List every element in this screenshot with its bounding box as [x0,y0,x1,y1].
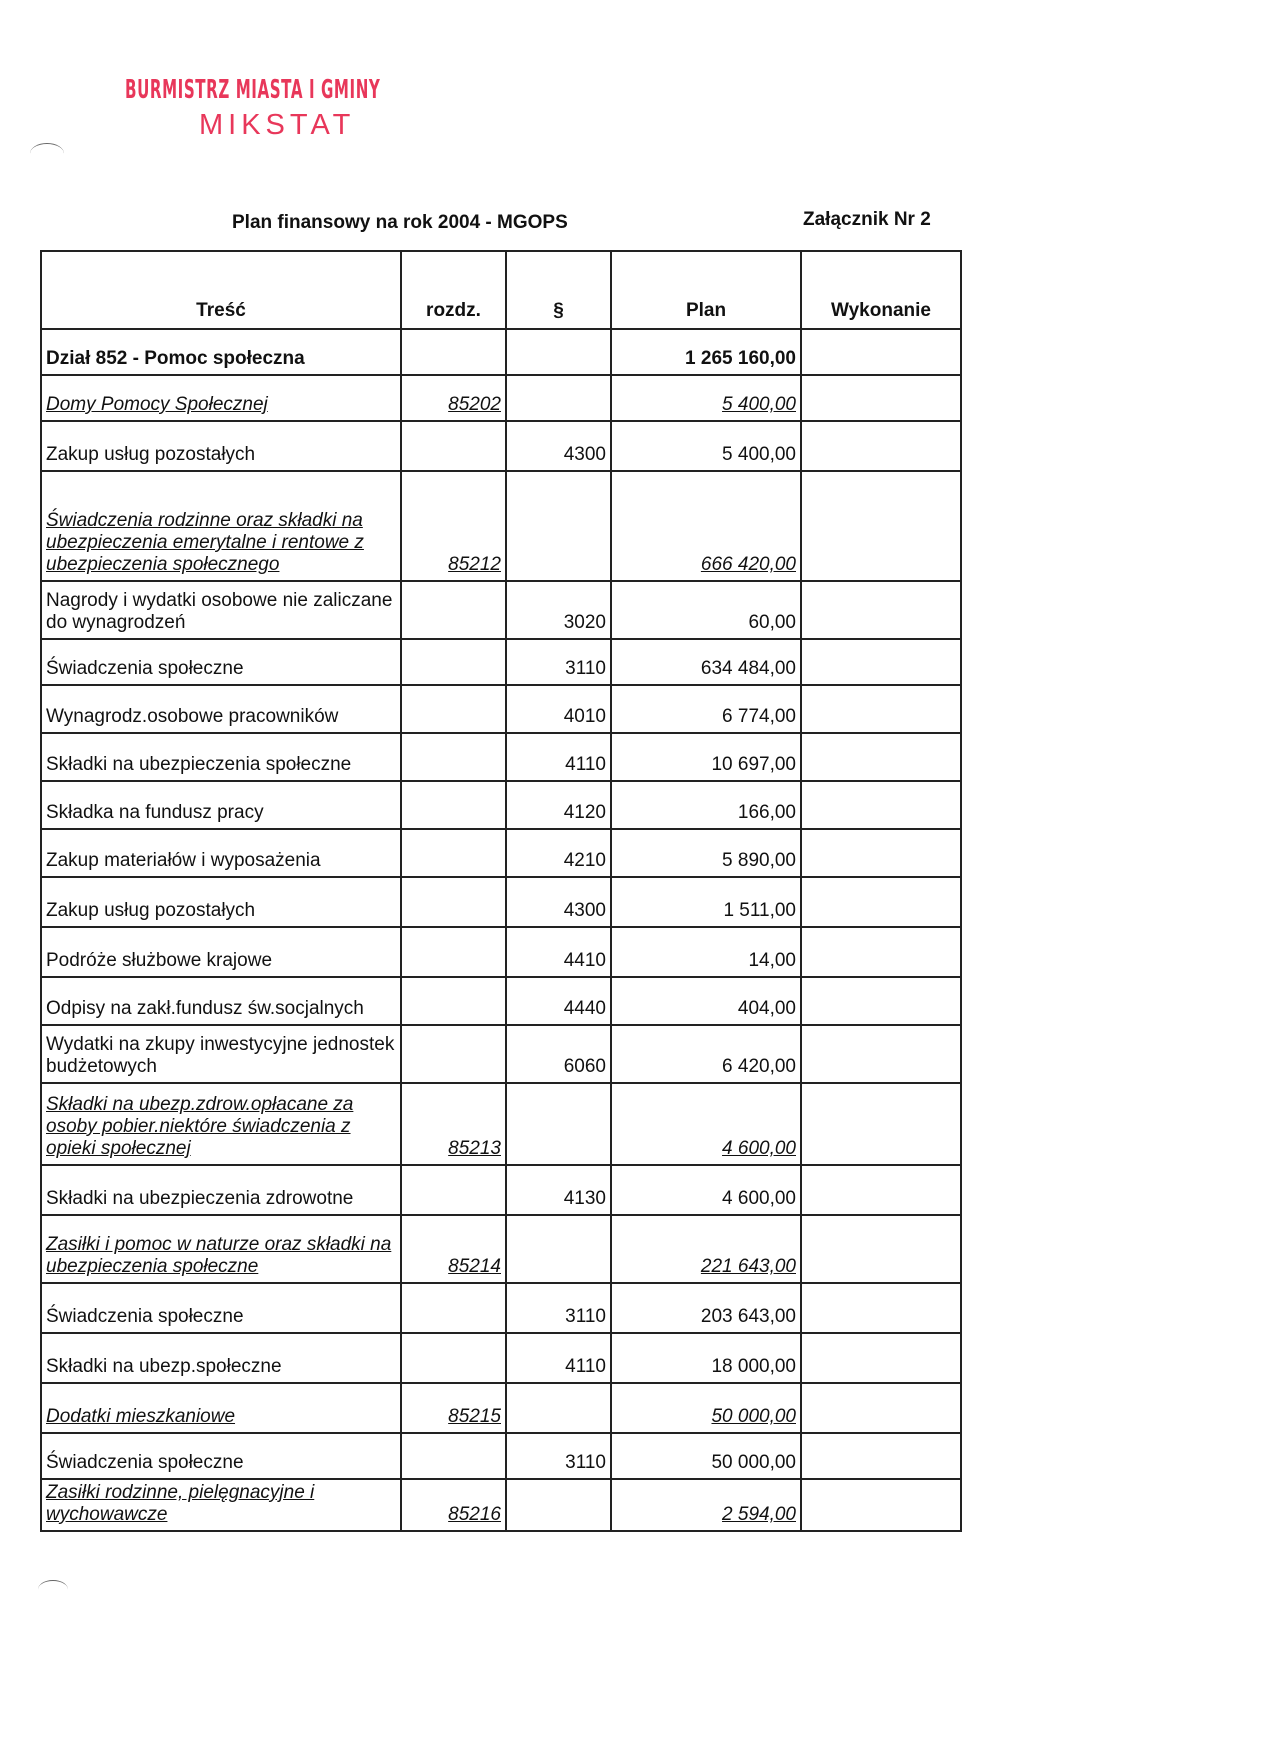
cell-paragraph [506,375,611,421]
cell-wykonanie [801,421,961,471]
cell-description: Świadczenia społeczne [41,639,401,685]
stamp-title: BURMISTRZ MIASTA I GMINY [125,75,381,105]
cell-rozdz [401,581,506,639]
column-header-paragraph: § [506,251,611,329]
cell-plan: 4 600,00 [611,1165,801,1215]
cell-plan: 1 511,00 [611,877,801,927]
cell-wykonanie [801,829,961,877]
cell-rozdz: 85213 [401,1083,506,1165]
cell-description: Zasiłki rodzinne, pielęgnacyjne i wychowawcze [41,1479,401,1531]
cell-wykonanie [801,1283,961,1333]
cell-description: Składki na ubezpieczenia zdrowotne [41,1165,401,1215]
cell-plan: 60,00 [611,581,801,639]
table-row [41,1433,961,1479]
cell-description: Składki na ubezpieczenia społeczne [41,733,401,781]
table-row [41,781,961,829]
table-row [41,877,961,927]
cell-plan: 203 643,00 [611,1283,801,1333]
cell-paragraph [506,471,611,581]
cell-paragraph [506,329,611,375]
cell-rozdz [401,1283,506,1333]
column-header-wykonanie: Wykonanie [801,251,961,329]
cell-rozdz [401,829,506,877]
cell-paragraph: 3020 [506,581,611,639]
cell-wykonanie [801,329,961,375]
cell-paragraph: 6060 [506,1025,611,1083]
table-row [41,329,961,375]
table-row [41,1283,961,1333]
cell-plan: 404,00 [611,977,801,1025]
cell-paragraph: 4130 [506,1165,611,1215]
cell-paragraph: 4410 [506,927,611,977]
table-row [41,1083,961,1165]
cell-rozdz [401,639,506,685]
cell-rozdz [401,329,506,375]
cell-paragraph: 4210 [506,829,611,877]
cell-description: Składki na ubezp.zdrow.opłacane za osoby pobier.niektóre świadczenia z opieki społecznej [41,1083,401,1165]
cell-rozdz [401,1433,506,1479]
table-header-row [41,251,961,329]
cell-wykonanie [801,927,961,977]
table-row [41,829,961,877]
cell-wykonanie [801,1479,961,1531]
cell-rozdz [401,877,506,927]
cell-description: Składki na ubezp.społeczne [41,1333,401,1383]
cell-wykonanie [801,1433,961,1479]
table-row [41,1025,961,1083]
cell-rozdz: 85202 [401,375,506,421]
punch-hole-mark [30,143,64,164]
table-row [41,1165,961,1215]
cell-plan: 634 484,00 [611,639,801,685]
cell-plan: 2 594,00 [611,1479,801,1531]
cell-plan: 221 643,00 [611,1215,801,1283]
cell-plan: 5 400,00 [611,375,801,421]
financial-plan-table [40,250,960,1532]
cell-rozdz [401,927,506,977]
cell-rozdz [401,733,506,781]
cell-paragraph [506,1479,611,1531]
cell-wykonanie [801,1333,961,1383]
cell-plan: 5 890,00 [611,829,801,877]
cell-wykonanie [801,375,961,421]
cell-plan: 5 400,00 [611,421,801,471]
cell-paragraph: 3110 [506,1283,611,1333]
cell-description: Podróże służbowe krajowe [41,927,401,977]
table-row [41,733,961,781]
cell-rozdz [401,421,506,471]
cell-description: Zakup materiałów i wyposażenia [41,829,401,877]
cell-wykonanie [801,733,961,781]
cell-description: Świadczenia społeczne [41,1433,401,1479]
attachment-label: Załącznik Nr 2 [803,209,931,230]
cell-plan: 6 420,00 [611,1025,801,1083]
cell-paragraph: 3110 [506,639,611,685]
cell-paragraph: 4300 [506,421,611,471]
cell-rozdz: 85212 [401,471,506,581]
cell-plan: 166,00 [611,781,801,829]
cell-description: Zakup usług pozostałych [41,421,401,471]
punch-hole-mark [38,1580,68,1599]
document-title: Plan finansowy na rok 2004 - MGOPS [232,212,568,233]
cell-description: Świadczenia rodzinne oraz składki na ubezpieczenia emerytalne i rentowe z ubezpieczenia społecznego [41,471,401,581]
cell-rozdz [401,1025,506,1083]
official-stamp [125,75,425,142]
stamp-town: MIKSTAT [199,109,356,141]
cell-rozdz: 85216 [401,1479,506,1531]
cell-plan: 666 420,00 [611,471,801,581]
column-header-rozdz: rozdz. [401,251,506,329]
cell-wykonanie [801,1083,961,1165]
cell-rozdz [401,1165,506,1215]
cell-wykonanie [801,1215,961,1283]
cell-wykonanie [801,1165,961,1215]
cell-plan: 14,00 [611,927,801,977]
cell-paragraph: 4440 [506,977,611,1025]
cell-description: Świadczenia społeczne [41,1283,401,1333]
table-row [41,1383,961,1433]
table-row [41,927,961,977]
cell-wykonanie [801,685,961,733]
table-row [41,685,961,733]
column-header-tresc: Treść [41,251,401,329]
cell-plan: 10 697,00 [611,733,801,781]
cell-paragraph: 4110 [506,733,611,781]
table-row [41,1333,961,1383]
table-row [41,639,961,685]
cell-description: Zakup usług pozostałych [41,877,401,927]
cell-rozdz [401,781,506,829]
cell-description: Dział 852 - Pomoc społeczna [41,329,401,375]
cell-rozdz: 85214 [401,1215,506,1283]
cell-rozdz: 85215 [401,1383,506,1433]
table-row [41,977,961,1025]
cell-wykonanie [801,781,961,829]
table-row [41,581,961,639]
table-row [41,471,961,581]
cell-wykonanie [801,581,961,639]
cell-wykonanie [801,977,961,1025]
cell-plan: 6 774,00 [611,685,801,733]
cell-description: Wydatki na zkupy inwestycyjne jednostek budżetowych [41,1025,401,1083]
cell-paragraph [506,1083,611,1165]
cell-paragraph [506,1215,611,1283]
cell-wykonanie [801,471,961,581]
cell-description: Wynagrodz.osobowe pracowników [41,685,401,733]
cell-paragraph: 3110 [506,1433,611,1479]
column-header-plan: Plan [611,251,801,329]
cell-plan: 1 265 160,00 [611,329,801,375]
cell-paragraph: 4110 [506,1333,611,1383]
cell-description: Zasiłki i pomoc w naturze oraz składki na ubezpieczenia społeczne [41,1215,401,1283]
cell-description: Składka na fundusz pracy [41,781,401,829]
table-row [41,375,961,421]
cell-wykonanie [801,1025,961,1083]
cell-paragraph: 4300 [506,877,611,927]
cell-rozdz [401,1333,506,1383]
cell-plan: 50 000,00 [611,1433,801,1479]
cell-wykonanie [801,1383,961,1433]
cell-plan: 50 000,00 [611,1383,801,1433]
cell-plan: 4 600,00 [611,1083,801,1165]
cell-plan: 18 000,00 [611,1333,801,1383]
cell-paragraph [506,1383,611,1433]
table-row [41,1479,961,1531]
table-body [41,329,961,1531]
cell-wykonanie [801,639,961,685]
cell-paragraph: 4120 [506,781,611,829]
cell-rozdz [401,977,506,1025]
cell-paragraph: 4010 [506,685,611,733]
cell-description: Domy Pomocy Społecznej [41,375,401,421]
cell-rozdz [401,685,506,733]
cell-description: Nagrody i wydatki osobowe nie zaliczane do wynagrodzeń [41,581,401,639]
table-row [41,1215,961,1283]
cell-description: Odpisy na zakł.fundusz św.socjalnych [41,977,401,1025]
cell-description: Dodatki mieszkaniowe [41,1383,401,1433]
cell-wykonanie [801,877,961,927]
table-row [41,421,961,471]
